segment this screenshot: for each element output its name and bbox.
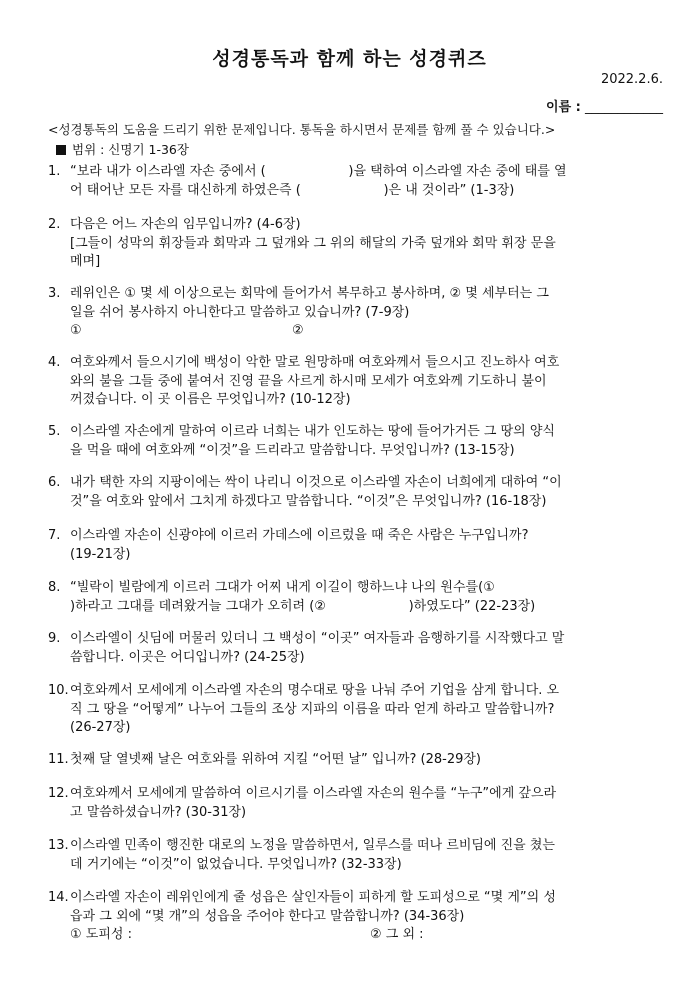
range-text: 범위 : 신명기 1-36장 <box>72 142 189 157</box>
question-6 <box>48 474 668 511</box>
question-7 <box>48 527 668 564</box>
name-field <box>546 96 663 115</box>
question-line: )하라고 그대를 데려왔거늘 그대가 오히려 (② )하였도다” (22-23장) <box>70 598 536 614</box>
question-line: (19-21장) <box>70 546 131 562</box>
question-number: 6. <box>48 475 61 490</box>
question-number: 7. <box>48 528 61 543</box>
question-3 <box>48 285 668 340</box>
question-line: 첫째 달 열넷째 날은 여호와를 위하여 지킬 “어떤 날” 입니까? (28-29장) <box>70 752 482 767</box>
question-4 <box>48 354 668 410</box>
question-line: [그들이 성막의 휘장들과 회막과 그 덮개와 그 위의 해달의 가죽 덮개와 회막 휘장 문을 <box>70 235 556 251</box>
question-12 <box>48 785 668 822</box>
question-line: 이스라엘 자손에게 말하여 이르라 너희는 내가 인도하는 땅에 들어가거든 그 땅의 양식 <box>70 424 555 439</box>
question-line: 이스라엘이 싯딤에 머물러 있더니 그 백성이 “이곳” 여자들과 음행하기를 시작했다고 말 <box>70 631 565 646</box>
question-2 <box>48 216 668 272</box>
question-8 <box>48 579 668 616</box>
question-line: 어 태어난 모든 자를 대신하게 하였은즉 ( )은 내 것이라” (1-3장) <box>70 182 515 198</box>
question-number: 10. <box>48 683 69 698</box>
question-line: 여호와께서 모세에게 말씀하여 이르시기를 이스라엘 자손의 원수를 “누구”에게 갚으라 <box>70 786 557 801</box>
question-line: (26-27장) <box>70 720 131 735</box>
answer-row <box>70 322 668 340</box>
question-line: 레위인은 ① 몇 세 이상으로는 회막에 들어가서 복무하고 봉사하며, ② 몇 세부터는 그 <box>70 286 549 301</box>
question-line: 다음은 어느 자손의 임무입니까? (4-6장) <box>70 217 301 232</box>
name-label: 이름 : <box>546 100 581 115</box>
question-number: 13. <box>48 838 69 853</box>
question-line: “보라 내가 이스라엘 자손 중에서 ( )을 택하여 이스라엘 자손 중에 태를 열 <box>70 164 567 179</box>
square-bullet-icon <box>56 145 66 155</box>
question-number: 12. <box>48 786 69 801</box>
question-line: 꺼졌습니다. 이 곳 이름은 무엇입니까? (10-12장) <box>70 392 351 407</box>
question-line: 읍과 그 외에 “몇 개”의 성읍을 주어야 한다고 말씀합니까? (34-36장) <box>70 908 465 924</box>
question-line: 와의 불을 그들 중에 붙여서 진영 끝을 사르게 하시매 모세가 여호와께 기도하니 불이 <box>70 373 547 389</box>
page-title: 성경통독과 함께 하는 성경퀴즈 <box>212 48 487 70</box>
answer-label-1: ① <box>70 323 82 338</box>
answer-label-2: ② 그 외 : <box>370 927 424 942</box>
answer-label-2: ② <box>292 323 304 338</box>
question-line: 것”을 여호와 앞에서 그치게 하겠다고 말씀합니다. “이것”은 무엇입니까? (16-18장) <box>70 493 547 509</box>
question-line: 메며] <box>70 254 101 269</box>
question-line: 데 거기에는 “이것”이 없었습니다. 무엇입니까? (32-33장) <box>70 856 402 872</box>
question-line: 일을 쉬어 봉사하지 아니한다고 말씀하고 있습니까? (7-9장) <box>70 304 410 320</box>
answer-row <box>70 926 668 944</box>
question-line: 직 그 땅을 “어떻게” 나누어 그들의 조상 지파의 이름을 따라 얻게 하라고 말씀합니까? <box>70 701 555 717</box>
question-number: 9. <box>48 631 61 646</box>
question-number: 2. <box>48 217 61 232</box>
question-line: “빌락이 빌람에게 이르러 그대가 어찌 내게 이길이 행하느냐 나의 원수를(① <box>70 580 495 595</box>
question-line: 이스라엘 자손이 레위인에게 줄 성읍은 살인자들이 피하게 할 도피성으로 “몇 게”의 성 <box>70 890 556 905</box>
question-line: 내가 택한 자의 지팡이에는 싹이 나리니 이것으로 이스라엘 자손이 너희에게 대하여 “이 <box>70 475 562 490</box>
name-blank: ____________ <box>585 100 663 115</box>
question-13 <box>48 837 668 874</box>
question-line: 씀합니다. 이곳은 어디입니까? (24-25장) <box>70 649 305 665</box>
question-line: 고 말씀하셨습니까? (30-31장) <box>70 804 247 820</box>
question-14 <box>48 889 668 944</box>
question-5 <box>48 423 668 460</box>
date: 2022.2.6. <box>600 72 663 87</box>
intro-text: <성경통독의 도움을 드리기 위한 문제입니다. 통독을 하시면서 문제를 함께 풀 수 있습니다.> <box>48 122 556 137</box>
question-9 <box>48 630 668 667</box>
question-line: 여호와께서 들으시기에 백성이 악한 말로 원망하매 여호와께서 들으시고 진노하사 여호 <box>70 355 560 370</box>
question-number: 11. <box>48 752 69 767</box>
question-line: 이스라엘 민족이 행진한 대로의 노정을 말씀하면서, 일루스를 떠나 르비딤에 진을 쳤는 <box>70 838 555 853</box>
question-10 <box>48 682 668 738</box>
question-line: 여호와께서 모세에게 이스라엘 자손의 명수대로 땅을 나눠 주어 기업을 삼게 합니다. 오 <box>70 683 560 698</box>
answer-label-1: ① 도피성 : <box>70 927 132 942</box>
range-line <box>56 140 189 158</box>
question-line: 을 먹을 때에 여호와께 “이것”을 드리라고 말씀합니다. 무엇입니까? (13-15장) <box>70 442 515 458</box>
question-number: 3. <box>48 286 61 301</box>
question-number: 14. <box>48 890 69 905</box>
question-line: 이스라엘 자손이 신광야에 이르러 가데스에 이르렀을 때 죽은 사람은 누구입니까? <box>70 528 529 543</box>
question-number: 1. <box>48 164 61 179</box>
question-number: 5. <box>48 424 61 439</box>
question-number: 8. <box>48 580 61 595</box>
question-1 <box>48 163 668 200</box>
question-11 <box>48 751 668 770</box>
question-number: 4. <box>48 355 61 370</box>
